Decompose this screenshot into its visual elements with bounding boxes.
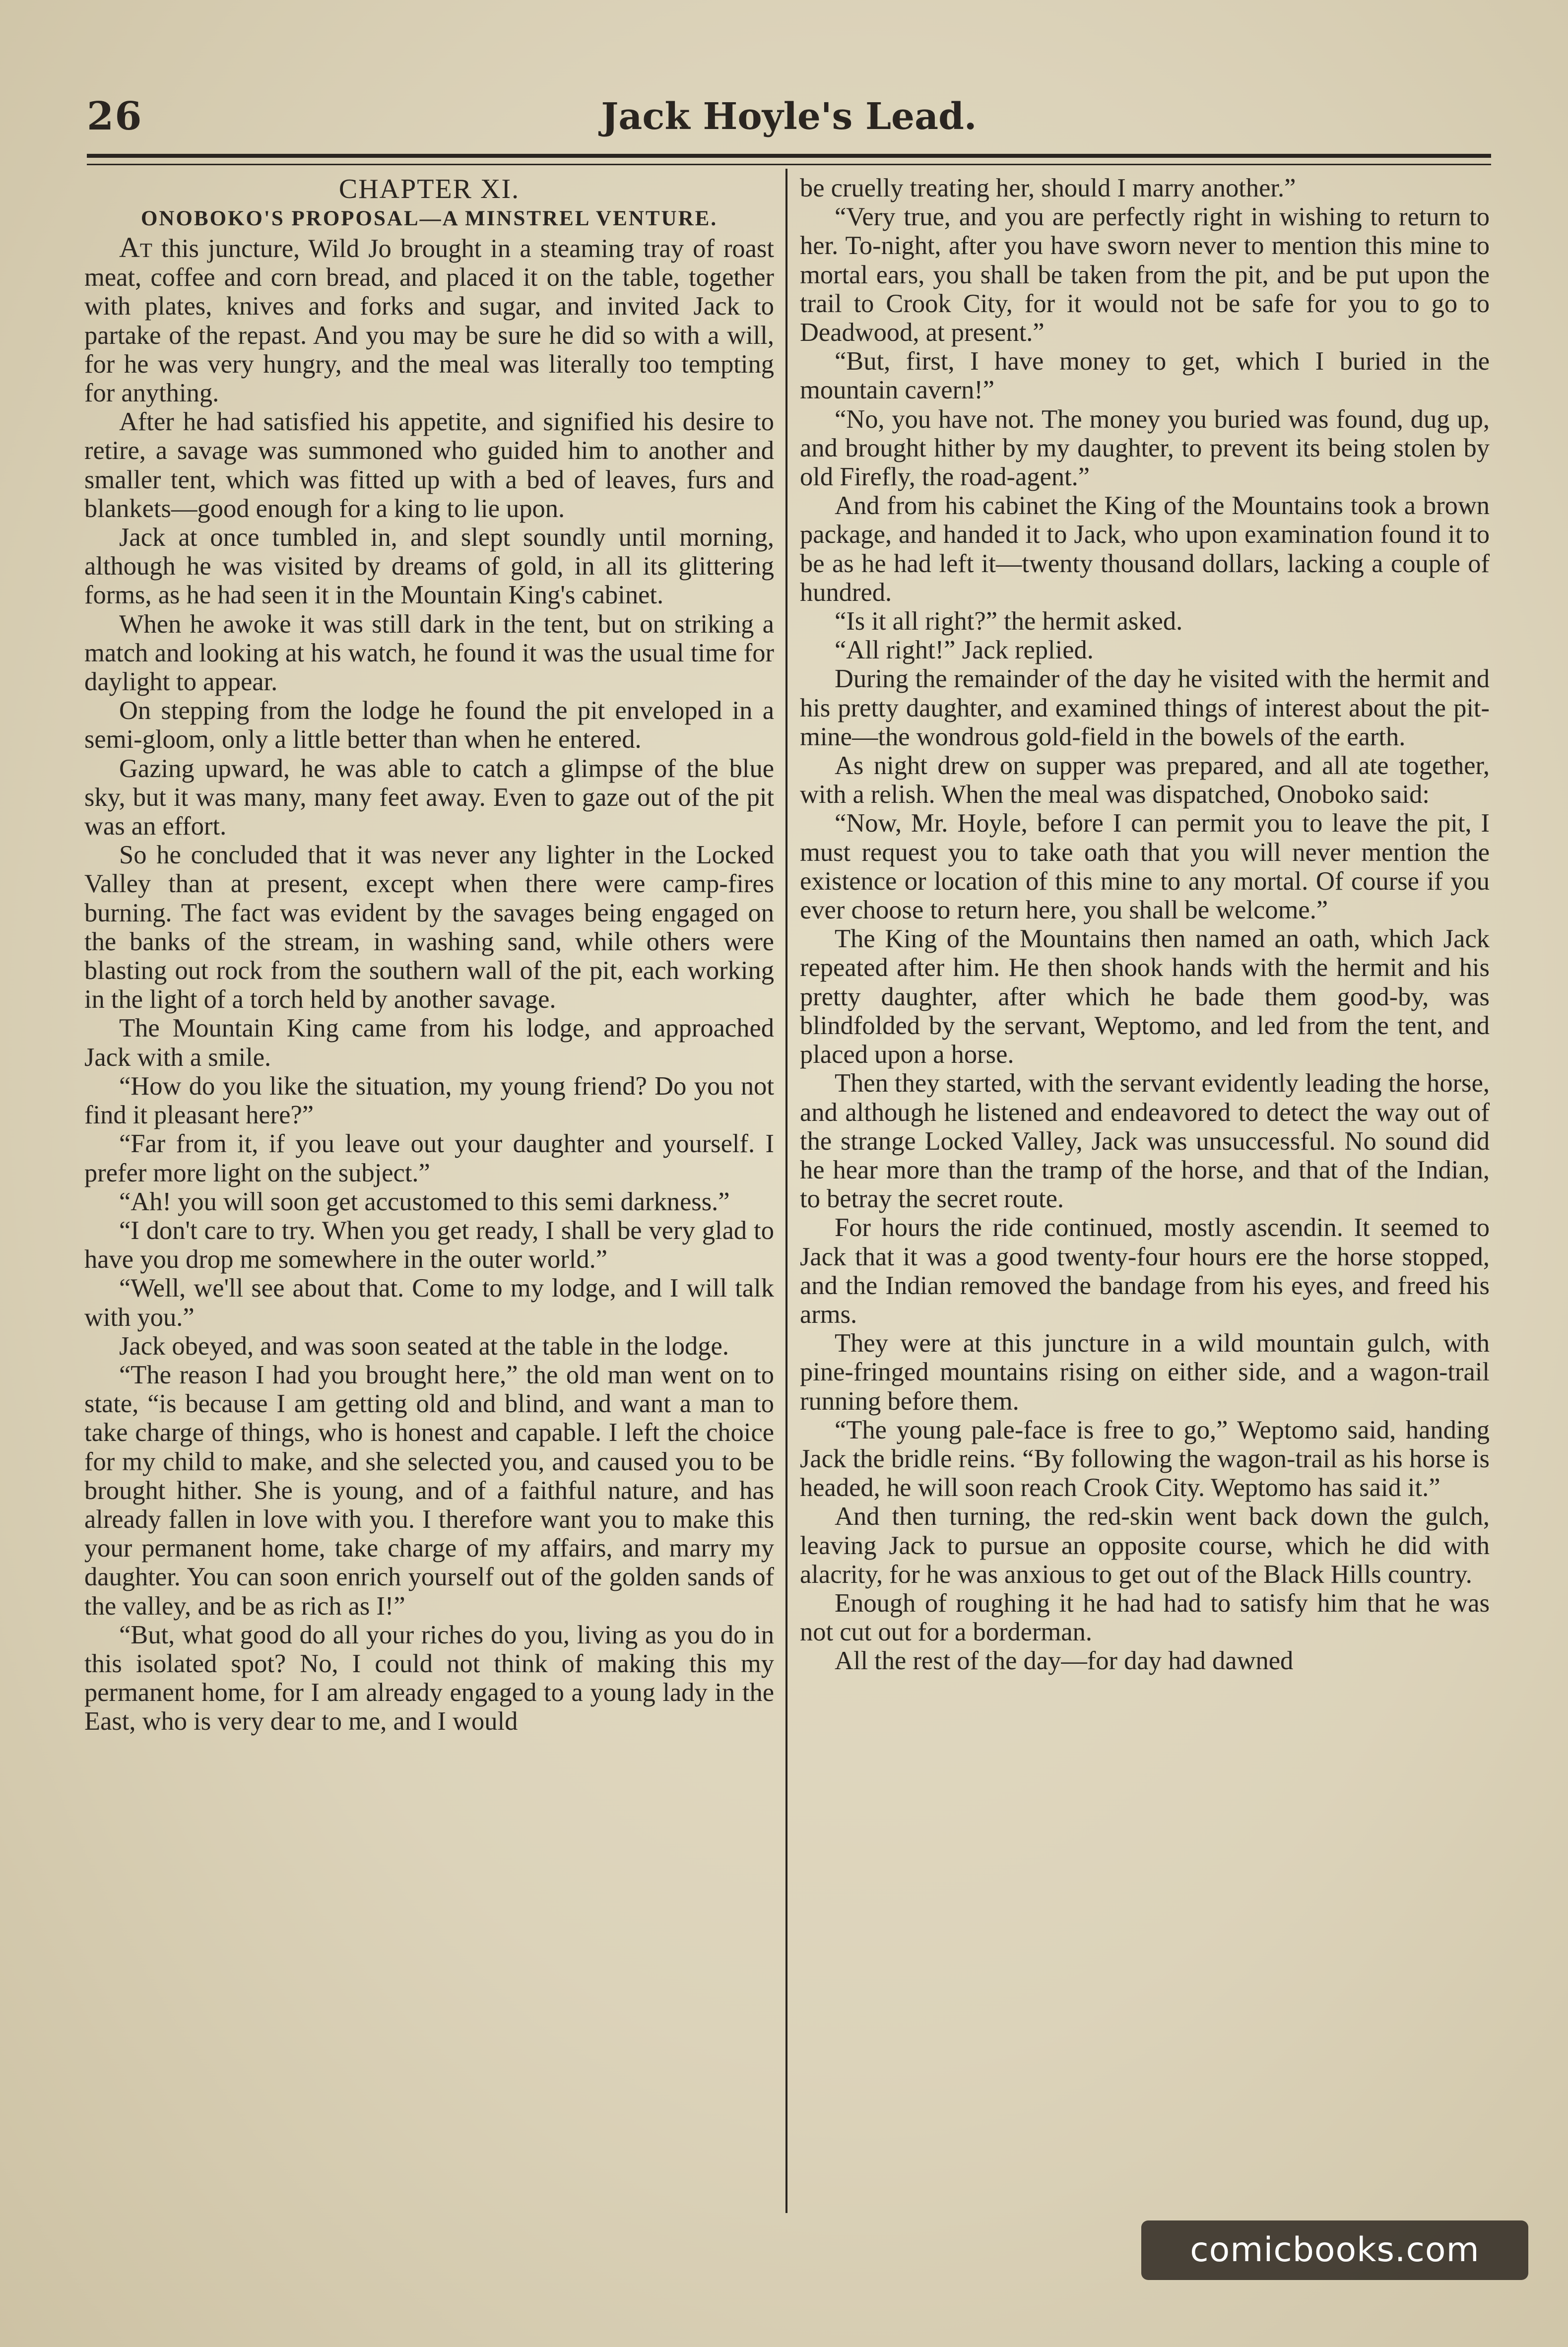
paragraph: The Mountain King came from his lodge, and approached Jack with a smile. xyxy=(84,1014,774,1072)
paragraph: “But, first, I have money to get, which I buried in the mountain cavern!” xyxy=(800,347,1490,405)
page-header xyxy=(87,89,1491,149)
paragraph: The King of the Mountains then named an oath, which Jack repeated after him. He then shook hands with the hermit and his pretty daughter, after which he bade them good-by, was blindfolded by the servant, Weptomo, and led from the tent, and placed upon a horse. xyxy=(800,924,1490,1069)
page-number: 26 xyxy=(87,94,143,139)
paragraph: “I don't care to try. When you get ready, I shall be very glad to have you drop me somewhere in the outer world.” xyxy=(84,1216,774,1274)
paragraph: Jack obeyed, and was soon seated at the table in the lodge. xyxy=(119,1331,729,1361)
paragraph: “How do you like the situation, my young friend? Do you not find it pleasant here?” xyxy=(84,1071,774,1130)
paragraph: “The young pale-face is free to go,” Weptomo said, handing Jack the bridle reins. “By following the wagon-trail as his horse is headed, he will soon reach Crook City. Weptomo has said it.” xyxy=(800,1415,1490,1502)
paragraph: When he awoke it was still dark in the tent, but on striking a match and looking at his watch, he found it was the usual time for daylight to appear. xyxy=(84,609,774,697)
running-title: Jack Hoyle's Lead. xyxy=(601,95,977,138)
paragraph: “Far from it, if you leave out your daughter and yourself. I prefer more light on the subject.” xyxy=(84,1129,774,1187)
paragraph: As night drew on supper was prepared, and all ate together, with a relish. When the meal was dispatched, Onoboko said: xyxy=(800,751,1490,809)
paragraph: On stepping from the lodge he found the pit enveloped in a semi-gloom, only a little better than when he entered. xyxy=(84,696,774,754)
paragraph: “Well, we'll see about that. Come to my lodge, and I will talk with you.” xyxy=(84,1274,774,1332)
paragraph: Enough of roughing it he had had to satisfy him that he was not cut out for a borderman. xyxy=(800,1588,1490,1647)
paragraph: After he had satisfied his appetite, and signified his desire to retire, a savage was summoned who guided him to another and smaller tent, which was fitted up with a bed of leaves, furs and blankets—good enough for a king to lie upon. xyxy=(84,407,774,523)
paragraph: “All right!” Jack replied. xyxy=(835,636,1094,665)
paragraph: And then turning, the red-skin went back down the gulch, leaving Jack to pursue an opposite course, which he did with alacrity, for he was anxious to get out of the Black Hills country. xyxy=(800,1502,1490,1589)
paragraph: Jack at once tumbled in, and slept soundly until morning, although he was visited by dreams of gold, in all its glittering forms, as he had seen it in the Mountain King's cabinet. xyxy=(84,523,774,610)
paragraph: Then they started, with the servant evidently leading the horse, and although he listened and endeavored to detect the way out of the strange Locked Valley, Jack was unsuccessful. No sound did he hear more than the tramp of the horse, and that of the Indian, to betray the secret route. xyxy=(800,1069,1490,1214)
paragraph: be cruelly treating her, should I marry another.” xyxy=(800,174,1296,202)
paragraph: “Ah! you will soon get accustomed to this semi darkness.” xyxy=(119,1187,730,1216)
paragraph: And from his cabinet the King of the Mountains took a brown package, and handed it to Jack, who upon examination found it to be as he had left it—twenty thousand dollars, lacking a couple of hundred. xyxy=(800,491,1490,607)
paragraph: “Very true, and you are perfectly right in wishing to return to her. To-night, after you have sworn never to mention this mine to mortal ears, you shall be taken from the pit, and be put upon the trail to Crook City, for it would not be safe for you to go to Deadwood, at present.” xyxy=(800,202,1490,347)
paragraph: During the remainder of the day he visited with the hermit and his pretty daughter, and examined things of interest about the pit-mine—the wondrous gold-field in the bowels of the earth. xyxy=(800,664,1490,751)
paragraph: “No, you have not. The money you buried was found, dug up, and brought hither by my daughter, to prevent its being stolen by old Firefly, the road-agent.” xyxy=(800,404,1490,492)
header-rule xyxy=(87,154,1491,165)
left-column xyxy=(84,174,774,1736)
paragraph: So he concluded that it was never any lighter in the Locked Valley than at present, except when there were camp-fires burning. The fact was evident by the savages being engaged on the banks of the stream, in washing sand, while others were blasting out rock from the southern wall of the pit, each working in the light of a torch held by another savage. xyxy=(84,841,774,1014)
right-column xyxy=(800,174,1490,1676)
paragraph: For hours the ride continued, mostly ascendin. It seemed to Jack that it was a good twenty-four hours ere the horse stopped, and the Indian removed the bandage from his eyes, and freed his arms. xyxy=(800,1213,1490,1329)
opening-word: At xyxy=(119,231,152,263)
paragraph: “Now, Mr. Hoyle, before I can permit you to leave the pit, I must request you to take oath that you will never mention the existence or location of this mine to any mortal. Of course if you ever choose to return here, you shall be welcome.” xyxy=(800,809,1490,925)
paragraph: Gazing upward, he was able to catch a glimpse of the blue sky, but it was many, many feet away. Even to gaze out of the pit was an effort. xyxy=(84,754,774,841)
paragraph: All the rest of the day—for day had dawned xyxy=(835,1646,1294,1676)
paragraph-text: this juncture, Wild Jo brought in a steaming tray of roast meat, coffee and corn bread, and placed it on the table, together with plates, knives and forks and sugar, and invited Jack to partake of the repast. And you may be sure he did so with a will, for he was very hungry, and the meal was literally too tempting for anything. xyxy=(84,234,774,408)
chapter-title: CHAPTER XI. xyxy=(338,174,520,204)
paragraph xyxy=(84,233,774,407)
paragraph: “Is it all right?” the hermit asked. xyxy=(835,607,1183,636)
site-watermark: comicbooks.com xyxy=(1141,2220,1528,2280)
paragraph: “But, what good do all your riches do you, living as you do in this isolated spot? No, I could not think of making this my permanent home, for I am already engaged to a young lady in the East, who is very dear to me, and I would xyxy=(84,1620,774,1736)
column-divider xyxy=(785,169,787,2213)
paragraph: They were at this juncture in a wild mountain gulch, with pine-fringed mountains rising on either side, and a wagon-trail running before them. xyxy=(800,1329,1490,1416)
paragraph: “The reason I had you brought here,” the old man went on to state, “is because I am getting old and blind, and want a man to take charge of things, who is honest and capable. I left the choice for my child to make, and she selected you, and caused you to be brought hither. She is young, and of a faithful nature, and has already fallen in love with you. I therefore want you to make this your permanent home, take charge of my affairs, and marry my daughter. You can soon enrich yourself out of the golden sands of the valley, and be as rich as I!” xyxy=(84,1360,774,1621)
chapter-subtitle: ONOBOKO'S PROPOSAL—A MINSTREL VENTURE. xyxy=(140,207,718,230)
